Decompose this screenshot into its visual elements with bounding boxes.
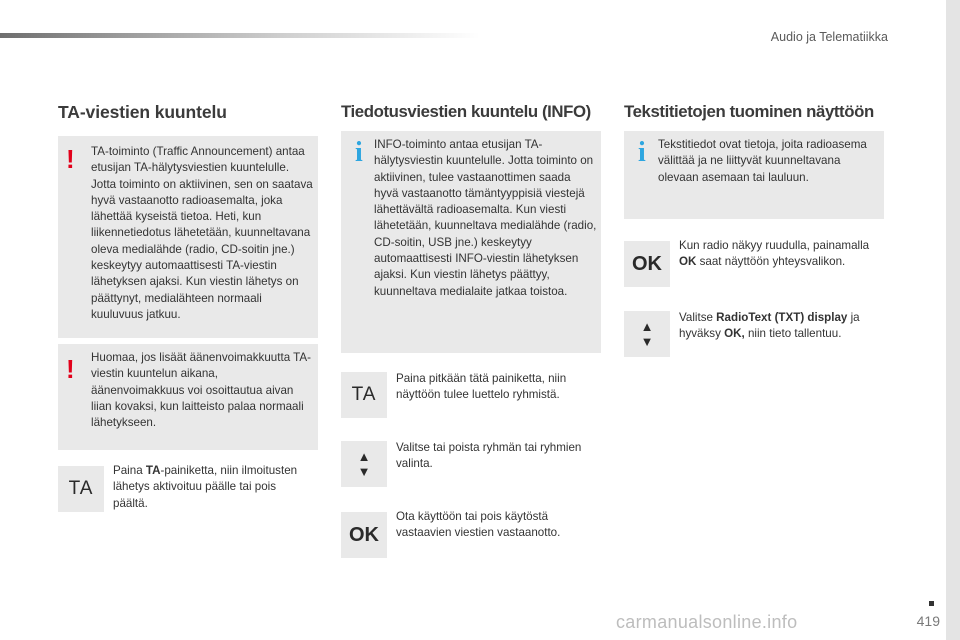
header-rule — [0, 33, 480, 38]
col1-warning2-text: Huomaa, jos lisäät äänenvoimakkuutta TA-viestin kuuntelun aikana, äänenvoimakkuus voi osoittautua aivan liian kovaksi, kun laitteisto palaa normaali lähetykseen. — [91, 351, 311, 430]
up-arrow-icon: ▲ — [357, 449, 371, 464]
col3-ok-text: Kun radio näkyy ruudulla, painamalla OK saat näyttöön yhteysvalikon. — [679, 239, 870, 269]
watermark: carmanualsonline.info — [616, 612, 798, 632]
page-marker — [929, 601, 934, 606]
down-arrow-icon: ▼ — [640, 334, 654, 349]
info-icon: i — [355, 137, 363, 168]
page-edge-strip — [946, 0, 960, 640]
section-title: Audio ja Telematiikka — [770, 30, 888, 44]
col2-title: Tiedotusviestien kuuntelu (INFO) — [341, 102, 591, 121]
ok-button: OK — [624, 241, 670, 287]
col2-arrows-text: Valitse tai poista ryhmän tai ryhmien valinta. — [396, 441, 582, 471]
col1-ta-text: Paina TA-painiketta, niin ilmoitusten lähetys aktivoituu päälle tai pois päältä. — [113, 464, 298, 510]
ta-button: TA — [58, 466, 104, 512]
col3-info-text: Tekstitiedot ovat tietoja, joita radioasema välittää ja ne liittyvät kuunneltavana olevaan asemaan tai lauluun. — [658, 138, 867, 184]
up-down-button — [341, 441, 387, 487]
info-icon: i — [638, 137, 646, 168]
col1-warning1-text: TA-toiminto (Traffic Announcement) antaa etusijan TA-hälytysviestien kuuntelulle. Jotta toiminto on aktiivinen, sen on saatava hyvä vastaanotto radioasemalta, joka lähettää kyseistä tietoa. Heti, kun liikennetiedotus lähetetään, kuunneltavana oleva medialähde (radio, CD-soitin jne.) keskeytyy automaattisesti TA-viestin lähetyksen ajaksi. Kun viestin lähetys on päättynyt, medialähteen normaali kuuluvuus jatkuu. — [91, 145, 313, 321]
col2-ok-text: Ota käyttöön tai pois käytöstä vastaavien viestien vastaanotto. — [396, 510, 561, 540]
col1-warning-box — [58, 136, 318, 338]
col1-warning2-box — [58, 344, 318, 450]
col1-title: TA-viestien kuuntelu — [58, 102, 227, 122]
warning-icon: ! — [66, 354, 75, 384]
ta-button: TA — [341, 372, 387, 418]
down-arrow-icon: ▼ — [357, 464, 371, 479]
page-number: 419 — [916, 613, 940, 629]
ok-button: OK — [341, 512, 387, 558]
warning-icon: ! — [66, 144, 75, 174]
up-arrow-icon: ▲ — [640, 319, 654, 334]
col3-arrows-text: Valitse RadioText (TXT) display ja hyväksy OK, niin tieto tallentuu. — [679, 311, 860, 341]
col2-info-text: INFO-toiminto antaa etusijan TA-hälytysviestin kuuntelulle. Jotta toiminto on aktiivinen, tulee vastaanottimen saada hyvä vastaanotto tämäntyyppisiä viestejä lähettävältä radioasemalta. Kun viesti lähetetään, kuunneltava medialähde (radio, CD-soitin, USB jne.) keskeytyy automaattisesti INFO-viestin lähetyksen ajaksi. Kun viestin lähetys päättyy, kuunneltava medialaite jatkaa toistoa. — [374, 138, 597, 298]
up-down-button — [624, 311, 670, 357]
col2-ta-text: Paina pitkään tätä painiketta, niin näyttöön tulee luettelo ryhmistä. — [396, 372, 567, 402]
col3-title: Tekstitietojen tuominen näyttöön — [624, 102, 874, 121]
col3-info-box — [624, 131, 884, 219]
col2-info-box — [341, 131, 601, 353]
